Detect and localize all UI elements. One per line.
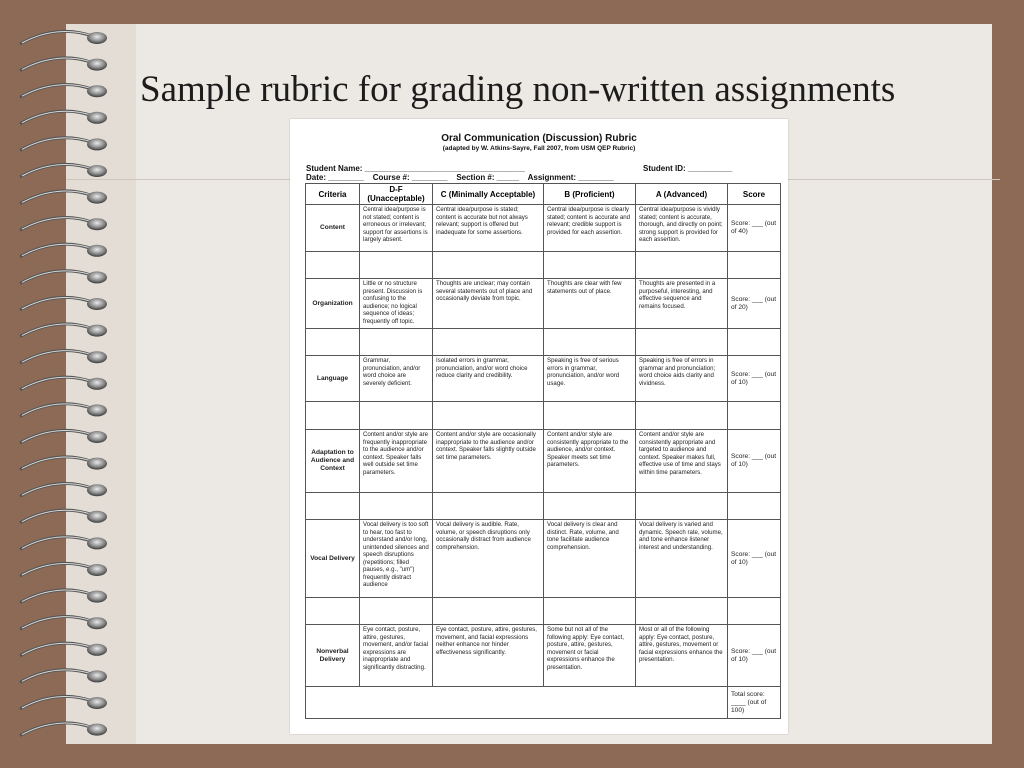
spiral-ring [87, 325, 107, 337]
rubric-header-row [306, 184, 781, 205]
column-header: Score [728, 184, 781, 205]
grade-df-cell: Eye contact, posture, attire, gestures, movement, and/or facial expressions are inappropriate and significantly distracting. [360, 625, 433, 687]
spiral-ring [87, 245, 107, 257]
spiral-ring [87, 724, 107, 736]
spiral-ring [87, 85, 107, 97]
score-cell: Score: ___ (out of 10) [728, 520, 781, 598]
criteria-cell: Nonverbal Delivery [306, 625, 360, 687]
grade-c-cell: Eye contact, posture, attire, gestures, movement, and facial expressions neither enhance nor hinder effectiveness significantly. [433, 625, 544, 687]
column-header: B (Proficient) [544, 184, 636, 205]
grade-c-cell: Content and/or style are occasionally inappropriate to the audience and/or context. Speaker falls slightly outside set time parameters. [433, 430, 544, 493]
spiral-ring [87, 378, 107, 390]
spiral-ring [87, 59, 107, 71]
spiral-ring [87, 271, 107, 283]
spiral-ring [87, 511, 107, 523]
spiral-ring [87, 32, 107, 44]
grade-b-cell: Central idea/purpose is clearly stated; content is accurate and relevant; credible support is provided for each assertion. [544, 205, 636, 252]
criteria-cell: Adaptation to Audience and Context [306, 430, 360, 493]
grade-c-cell: Isolated errors in grammar, pronunciation, and/or word choice reduce clarity and credibility. [433, 356, 544, 402]
criteria-cell: Vocal Delivery [306, 520, 360, 598]
table-row [306, 205, 781, 252]
spiral-ring [87, 644, 107, 656]
spacer-row [306, 493, 781, 520]
column-header: A (Advanced) [636, 184, 728, 205]
grade-b-cell: Vocal delivery is clear and distinct. Rate, volume, and tone facilitate audience comprehension. [544, 520, 636, 598]
table-row [306, 625, 781, 687]
table-row [306, 430, 781, 493]
grade-b-cell: Thoughts are clear with few statements out of place. [544, 279, 636, 329]
grade-b-cell: Some but not all of the following apply: Eye contact, posture, attire, gestures, movement or facial expressions enhance the presentation. [544, 625, 636, 687]
column-header: C (Minimally Acceptable) [433, 184, 544, 205]
criteria-cell: Organization [306, 279, 360, 329]
grade-df-cell: Content and/or style are frequently inappropriate to the audience and/or context. Speaker falls well outside set time parameters. [360, 430, 433, 493]
rubric-table [305, 183, 781, 719]
score-cell: Score: ___ (out of 20) [728, 279, 781, 329]
spacer-row [306, 329, 781, 356]
document-subtitle: (adapted by W. Atkins-Sayre, Fall 2007, from USM QEP Rubric) [442, 145, 636, 152]
score-cell: Score: ___ (out of 40) [728, 205, 781, 252]
grade-c-cell: Vocal delivery is audible. Rate, volume, or speech disruptions only occasionally distract from audience comprehension. [433, 520, 544, 598]
spiral-ring [87, 564, 107, 576]
grade-c-cell: Thoughts are unclear; may contain several statements out of place and occasionally deviate from topic. [433, 279, 544, 329]
spacer-row [306, 252, 781, 279]
grade-df-cell: Little or no structure present. Discussion is confusing to the audience; no logical sequence of ideas; frequently off topic. [360, 279, 433, 329]
grade-a-cell: Thoughts are presented in a purposeful, interesting, and effective sequence and remains focused. [636, 279, 728, 329]
criteria-cell: Language [306, 356, 360, 402]
table-row [306, 520, 781, 598]
grade-a-cell: Vocal delivery is varied and dynamic. Speech rate, volume, and tone enhance listener interest and understanding. [636, 520, 728, 598]
document-title: Oral Communication (Discussion) Rubric [441, 133, 637, 144]
column-header: Criteria [306, 184, 360, 205]
table-row [306, 279, 781, 329]
rubric-document [290, 119, 788, 734]
grade-b-cell: Content and/or style are consistently appropriate to the audience, and/or context. Speaker meets set time parameters. [544, 430, 636, 493]
table-row [306, 356, 781, 402]
total-row [306, 687, 781, 719]
spacer-row [306, 598, 781, 625]
slide-title: Sample rubric for grading non-written assignments [140, 69, 896, 110]
spiral-binding-icon [0, 20, 118, 750]
grade-a-cell: Content and/or style are consistently appropriate and targeted to audience and context. Speaker makes full, effective use of time and stays within time parameters. [636, 430, 728, 493]
student-id-line: Student ID: __________ [643, 164, 733, 173]
grade-df-cell: Vocal delivery is too soft to hear, too fast to understand and/or long, unintended silences and speech disruptions (repetitions; filled pauses, e.g., "um") frequently distract audience [360, 520, 433, 598]
grade-a-cell: Speaking is free of errors in grammar and pronunciation; word choice aids clarity and vividness. [636, 356, 728, 402]
grade-c-cell: Central idea/purpose is stated; content is accurate but not always relevant; support is offered but inadequate for some assertions. [433, 205, 544, 252]
criteria-cell: Content [306, 205, 360, 252]
grade-a-cell: Central idea/purpose is vividly stated; content is accurate, thorough, and directly on point; strong support is provided for each assertion. [636, 205, 728, 252]
spiral-ring [87, 537, 107, 549]
spiral-ring [87, 165, 107, 177]
course-info-line: Date: ________ Course #: ________ Section #: _____ Assignment: ________ [306, 173, 614, 182]
spiral-ring [87, 484, 107, 496]
spiral-ring [87, 697, 107, 709]
grade-df-cell: Central idea/purpose is not stated; content is erroneous or irrelevant; support for assertions is largely absent. [360, 205, 433, 252]
total-row-blank [306, 687, 728, 719]
spiral-ring [87, 404, 107, 416]
student-name-line: Student Name: ____________________________________ [306, 164, 525, 173]
grade-b-cell: Speaking is free of serious errors in grammar, pronunciation, and/or word usage. [544, 356, 636, 402]
grade-df-cell: Grammar, pronunciation, and/or word choice are severely deficient. [360, 356, 433, 402]
spiral-ring [87, 351, 107, 363]
spiral-ring [87, 617, 107, 629]
spiral-ring [87, 218, 107, 230]
spiral-ring [87, 458, 107, 470]
score-cell: Score: ___ (out of 10) [728, 430, 781, 493]
spiral-ring [87, 112, 107, 124]
spiral-ring [87, 591, 107, 603]
spiral-ring [87, 138, 107, 150]
grade-a-cell: Most or all of the following apply: Eye contact, posture, attire, gestures, movement or facial expressions enhance the presentation. [636, 625, 728, 687]
spacer-row [306, 402, 781, 430]
spiral-ring [87, 431, 107, 443]
score-cell: Score: ___ (out of 10) [728, 625, 781, 687]
spiral-ring [87, 192, 107, 204]
spiral-ring [87, 670, 107, 682]
score-cell: Score: ___ (out of 10) [728, 356, 781, 402]
spiral-ring [87, 298, 107, 310]
total-score-cell: Total score: ____ (out of 100) [728, 687, 781, 719]
column-header: D-F (Unacceptable) [360, 184, 433, 205]
